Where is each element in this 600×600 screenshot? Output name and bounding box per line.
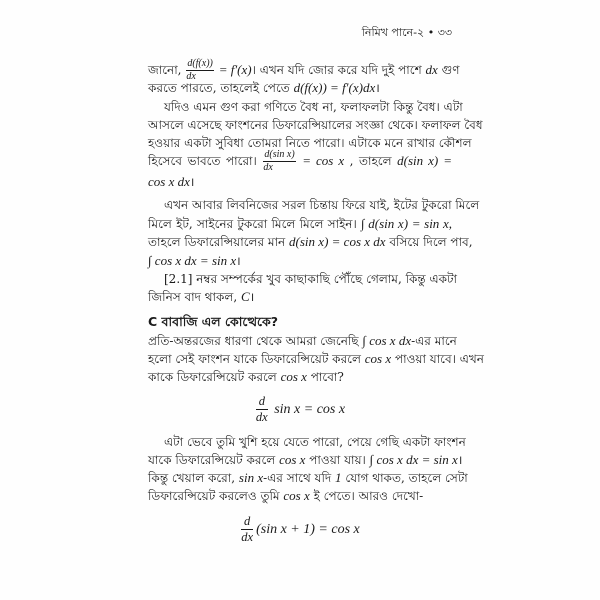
- text-line: [148, 451, 463, 469]
- text-run: ।: [457, 453, 463, 467]
- text-run: প্রতি-অন্তরজের ধারণা থেকে আমরা জেনেছি: [148, 334, 359, 348]
- math-expression: ∫ cos x dx: [362, 333, 412, 348]
- math-expression: = f′(x): [218, 62, 252, 77]
- text-line: [148, 79, 452, 97]
- fraction-denominator: dx: [263, 162, 273, 173]
- math-expression: sin x: [238, 470, 264, 485]
- text-line: [148, 469, 468, 487]
- text-run: ।: [236, 254, 241, 268]
- math-expression: C: [241, 289, 250, 304]
- text-line: [148, 173, 452, 191]
- text-run: জিনিস বাদ থাকল,: [148, 290, 238, 304]
- math-expression: d(f(x)) = f′(x)dx: [293, 80, 376, 95]
- section-heading: C বাবাজি এল কোত্থেকে?: [148, 314, 279, 329]
- math-expression: sin x = cos x: [274, 402, 346, 417]
- text-run: , তাহলে: [349, 154, 392, 168]
- text-line: যদিও এমন গুণ করা গণিতে বৈধ না, ফলাফলটা কিন্তু বৈধ। এটা: [164, 100, 463, 114]
- text-line: [2.1] নম্বর সম্পর্কের খুব কাছাকাছি পৌঁছে গেলাম, কিন্তু একটা: [164, 272, 458, 286]
- fraction-numerator: d: [241, 515, 253, 530]
- text-line: [148, 332, 457, 350]
- fraction-numerator: d(f(x)): [187, 58, 213, 69]
- text-line: [148, 215, 452, 233]
- math-expression: ∫ cos x dx = sin x: [148, 253, 237, 268]
- math-expression: ∫ cos x dx = sin x: [369, 452, 458, 467]
- math-expression: ∫ d(sin x) = sin x,: [361, 216, 452, 231]
- math-expression: 1: [335, 470, 342, 485]
- text-run: করতে পারতে, তাহলেই পেতে: [148, 81, 290, 95]
- fraction-denominator: dx: [255, 410, 268, 425]
- page-number: ৩৩: [437, 26, 452, 39]
- text-line: এখন আবার লিবনিজের সরল চিন্তায় ফিরে যাই, ইটের টুকরো মিলে: [164, 198, 480, 212]
- text-run: পাওয়া যায়।: [309, 453, 366, 467]
- text-run: ।: [375, 81, 380, 95]
- display-equation: [148, 395, 452, 425]
- text-line: [148, 149, 452, 173]
- math-expression: = cos x: [302, 153, 345, 168]
- math-expression: cos x: [280, 369, 307, 384]
- text-line: [148, 368, 452, 386]
- text-run: হলো সেই ফাংশন যাকে ডিফারেন্সিয়েট করলে: [148, 352, 361, 366]
- text-run: ।: [249, 290, 255, 304]
- text-run: ।: [189, 175, 195, 189]
- text-run: ই পেতে। আরও দেখো-: [313, 489, 424, 503]
- running-title: নিমিখ পানে-২: [361, 26, 425, 39]
- math-expression: cos x dx: [148, 174, 190, 189]
- text-run: যাকে ডিফারেন্সিয়েট করলে: [148, 453, 276, 467]
- text-run: ডিফারেন্সিয়েট করলেও তুমি: [148, 489, 280, 503]
- text-line: [148, 252, 452, 270]
- math-expression: (sin x + 1) = cos x: [256, 522, 360, 537]
- text-line: [148, 233, 473, 251]
- math-expression: cos x: [364, 351, 392, 366]
- text-run: জানো,: [148, 63, 182, 77]
- math-expression: d(sin x) = cos x dx: [289, 234, 386, 249]
- fraction-numerator: d: [256, 395, 268, 410]
- text-run: পাবো?: [310, 370, 344, 384]
- text-line: [148, 58, 460, 82]
- text-line: হওয়ার একটা সুবিধা তোমরা নিতে পারো। এটাকে মনে রাখার কৌশল: [148, 136, 472, 150]
- text-run: -এর সাথে যদি: [263, 471, 332, 485]
- fraction-numerator: d(sin x): [264, 149, 295, 160]
- fraction: [241, 515, 253, 544]
- text-line: [148, 350, 484, 368]
- running-header: [148, 24, 452, 42]
- text-run: যোগ থাকত, তাহলে সেটা: [345, 471, 468, 485]
- math-expression: cos x: [279, 452, 306, 467]
- text-line: আসলে এসেছে ফাংশনের ডিফারেন্সিয়ালের সংজ্ঞা থেকে। ফলাফল বৈধ: [148, 118, 483, 132]
- text-run: -এর মানে: [411, 334, 457, 348]
- math-expression: cos x: [283, 488, 310, 503]
- fraction: [263, 150, 295, 173]
- header-separator: •: [427, 26, 435, 39]
- text-run: কাকে ডিফারেন্সিয়েট করলে: [148, 370, 277, 384]
- text-line: [148, 487, 452, 505]
- fraction-denominator: dx: [186, 71, 196, 82]
- math-expression: dx: [425, 62, 438, 77]
- text-run: তাহলে ডিফারেন্সিয়ালের মান: [148, 235, 286, 249]
- text-run: পাওয়া যাবে। এখন: [394, 352, 484, 366]
- text-line: এটা ভেবে তুমি খুশি হয়ে যেতে পারো, পেয়ে গেছি একটা ফাংশন: [164, 435, 466, 449]
- text-line: [148, 288, 452, 306]
- math-expression: d(sin x) =: [397, 153, 452, 168]
- text-run: বসিয়ে দিলে পাব,: [389, 235, 473, 249]
- fraction-denominator: dx: [241, 530, 254, 545]
- text-run: হিসেবে ভাবতে পারো।: [148, 154, 257, 168]
- fraction: [256, 395, 268, 424]
- display-equation: [148, 515, 452, 545]
- text-run: কিন্তু খেয়াল করো,: [148, 471, 236, 485]
- text-run: গুণ: [441, 63, 460, 77]
- text-run: মিলে ইট, সাইনের টুকরো মিলে মিলে সাইন।: [148, 217, 357, 231]
- text-run: । এখন যদি জোর করে যদি দুই পাশে: [251, 63, 422, 77]
